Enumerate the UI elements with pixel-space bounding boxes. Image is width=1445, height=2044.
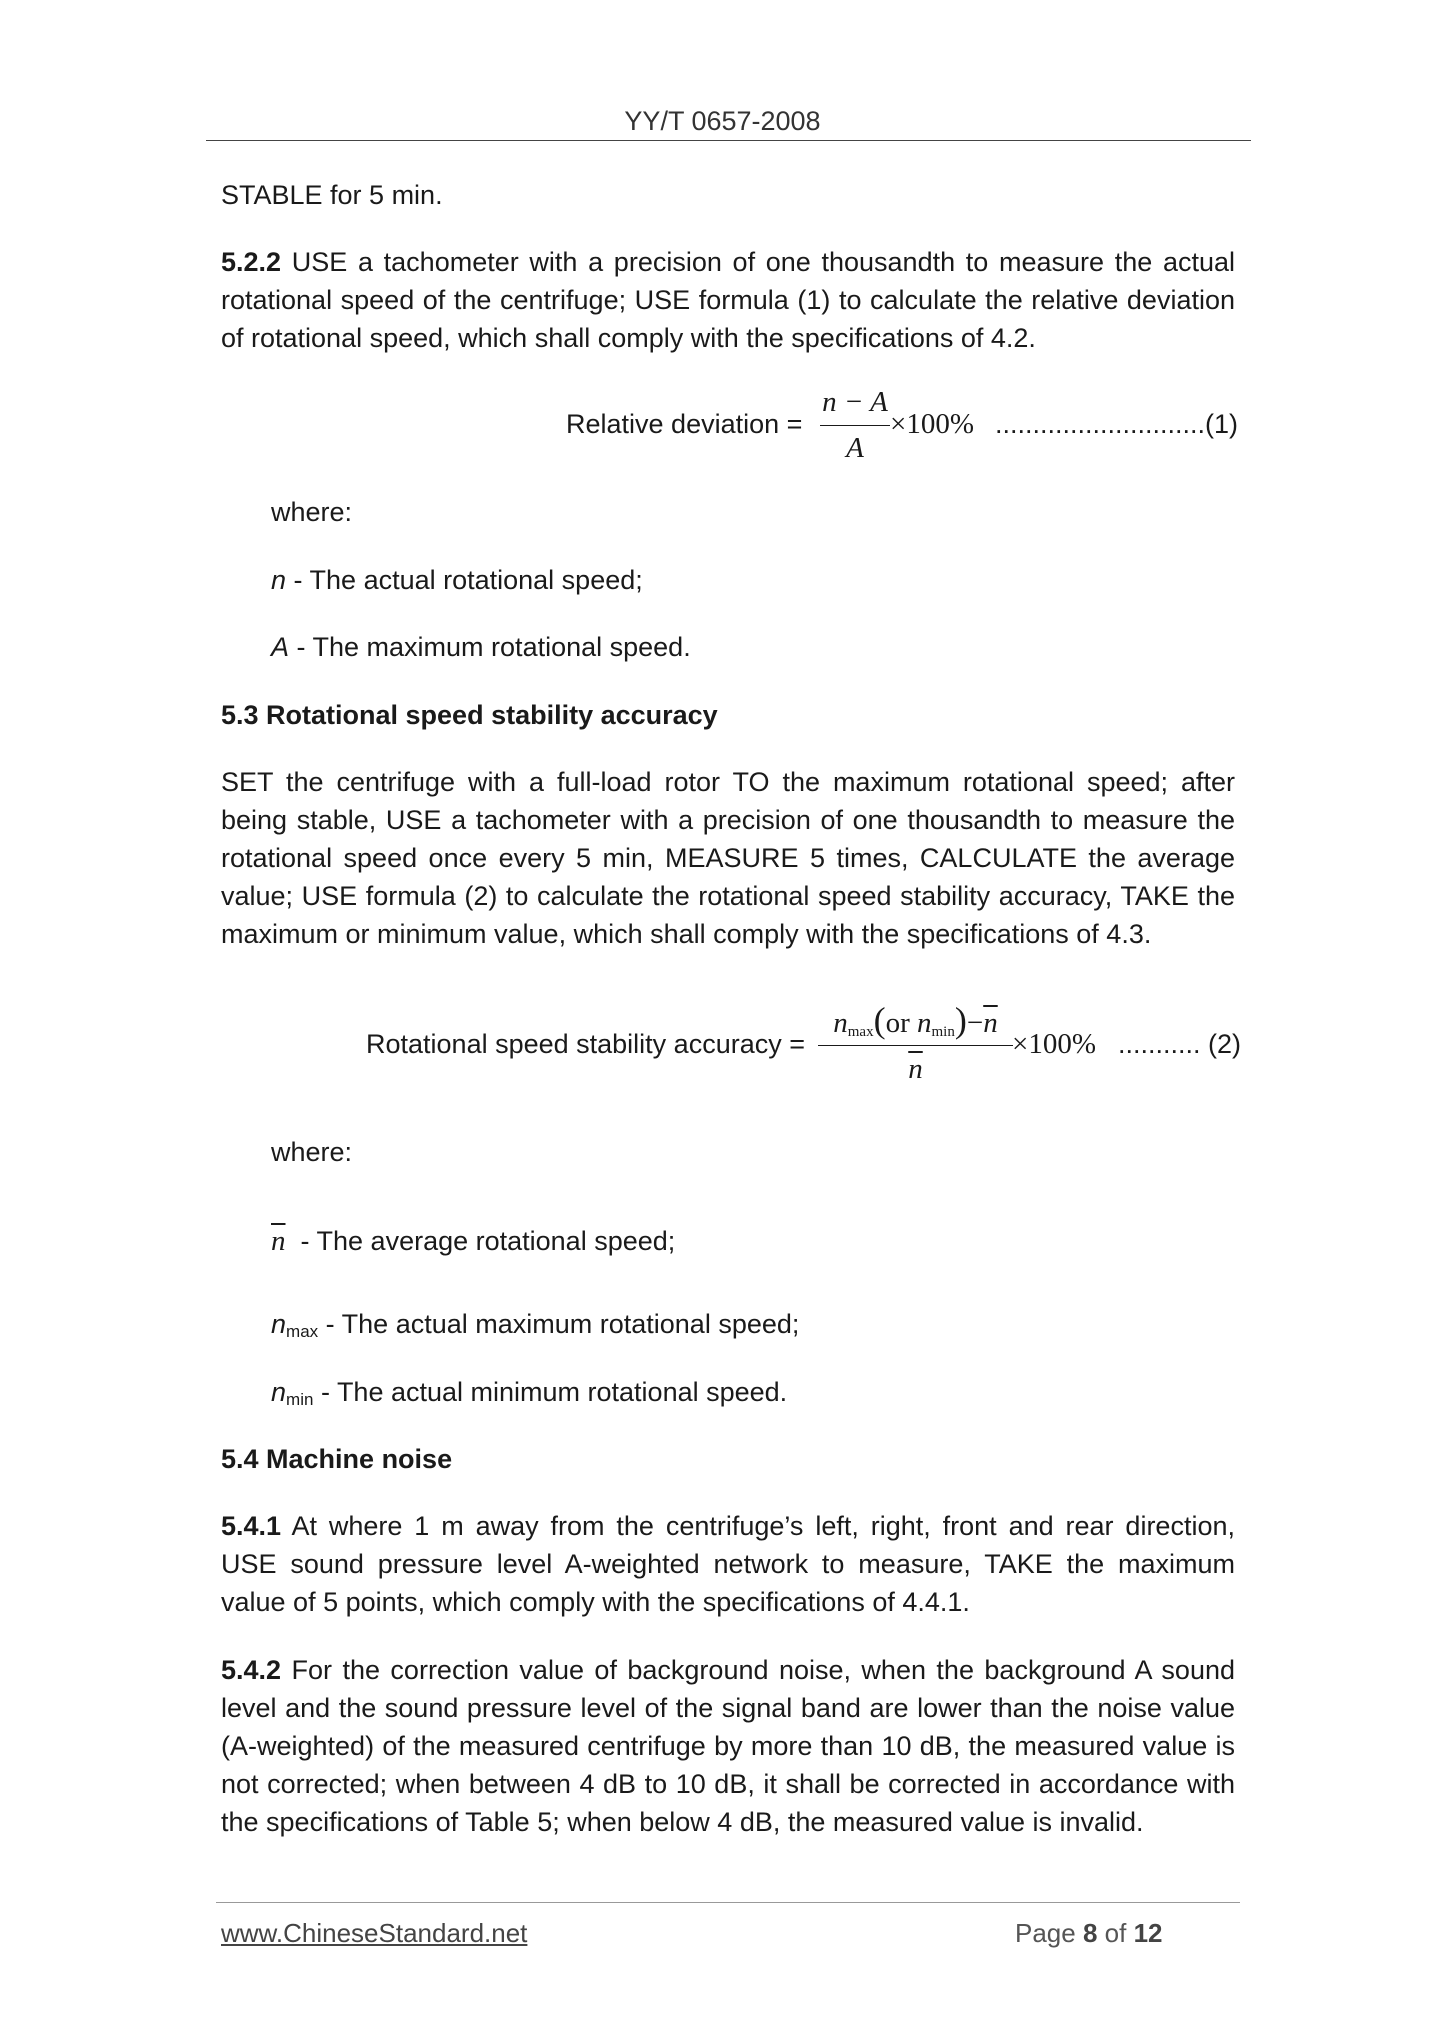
page-prefix: Page: [1015, 1918, 1083, 1948]
website-link[interactable]: www.ChineseStandard.net: [221, 1918, 528, 1948]
subscript-max: max: [286, 1322, 319, 1341]
clause-text: At where 1 m away from the centrifuge’s left, right, front and rear direction, USE sound pressure level A-weighted network to measure, TAKE the maximum value of 5 points, which comply with the specifications of 4.4.1.: [221, 1511, 1235, 1617]
symbol-n: n: [271, 565, 287, 595]
formula-1-denominator: A: [846, 432, 864, 464]
symbol-n-min: n: [271, 1377, 287, 1407]
formula-2-numerator: [818, 1000, 1013, 1040]
n-symbol: n: [833, 1007, 848, 1039]
clause-5-3-text: SET the centrifuge with a full-load rotor TO the maximum rotational speed; after being stable, USE a tachometer with a precision of one thousandth to measure the rotational speed once every 5 min, MEASURE 5 times, CALCULATE the average value; USE formula (2) to calculate the rotational speed stability accuracy, TAKE the maximum or minimum value, which shall comply with the specifications of 4.3.: [221, 767, 1235, 949]
symbol-n-max: n: [271, 1309, 287, 1339]
clause-number: 5.4.1: [221, 1511, 282, 1541]
close-paren: ): [954, 1000, 967, 1040]
page-of: of: [1097, 1918, 1134, 1948]
desc-n: - The actual rotational speed;: [286, 565, 643, 595]
document-id-header: YY/T 0657-2008: [624, 106, 821, 136]
page-indicator: [1015, 1918, 1162, 1949]
heading-5-4-text: 5.4 Machine noise: [221, 1444, 453, 1474]
minus-sign: −: [966, 1007, 984, 1039]
heading-5-3: [221, 696, 718, 734]
formula-2-label: Rotational speed stability accuracy =: [366, 1029, 805, 1059]
formula-1-numerator: n − A: [822, 386, 888, 418]
header-rule: [206, 140, 1251, 141]
formula-2-ref: ........... (2): [1118, 1029, 1242, 1059]
symbol-n-bar: $\overline{n}$: [271, 1225, 286, 1257]
formula-1-label: Relative deviation =: [566, 409, 803, 439]
page-total: 12: [1133, 1918, 1163, 1948]
where-label-2: where:: [271, 1137, 353, 1167]
footer-rule: [216, 1902, 1240, 1903]
open-paren: (: [873, 1000, 886, 1040]
where-nmax-line: [271, 1305, 799, 1351]
max-subscript: max: [847, 1024, 874, 1040]
clause-text: USE a tachometer with a precision of one thousandth to measure the actual rotational speed of the centrifuge; USE formula (1) to calculate the relative deviation of rotational speed, which shall comply with the specifications of 4.2.: [221, 247, 1235, 353]
formula-1-fraction-bar: [820, 425, 890, 426]
symbol-a: A: [271, 632, 290, 662]
heading-5-4: [221, 1440, 452, 1478]
page-number: 8: [1082, 1918, 1098, 1948]
subscript-min: min: [286, 1390, 314, 1409]
clause-text: For the correction value of background noise, when the background A sound level and the sound pressure level of the signal band are lower than the noise value (A-weighted) of the measured centrifuge by more than 10 dB, the measured value is not corrected; when between 4 dB to 10 dB, it shall be corrected in accordance with the specifications of Table 5; when below 4 dB, the measured value is invalid.: [221, 1655, 1235, 1837]
heading-5-3-text: 5.3 Rotational speed stability accuracy: [221, 700, 718, 730]
where-label-1: where:: [271, 497, 353, 527]
clause-5-4-2: [221, 1651, 1235, 1841]
formula-1-ref: ............................(1): [995, 409, 1239, 439]
min-subscript: min: [931, 1024, 955, 1040]
where-a-line: [271, 628, 691, 666]
clause-5-4-1: [221, 1507, 1235, 1621]
where-nbar-line: [271, 1222, 675, 1260]
desc-n-max: - The actual maximum rotational speed;: [318, 1309, 800, 1339]
formula-2-times: ×100%: [1012, 1028, 1097, 1060]
n-symbol: n: [917, 1007, 932, 1039]
formula-1-times: ×100%: [890, 408, 975, 440]
where-nmin-line: [271, 1373, 787, 1419]
desc-n-min: - The actual minimum rotational speed.: [313, 1377, 788, 1407]
desc-a: - The maximum rotational speed.: [289, 632, 691, 662]
clause-number: 5.2.2: [221, 247, 282, 277]
formula-2-denominator: $\overline{n}$: [908, 1053, 923, 1085]
clause-number: 5.4.2: [221, 1655, 282, 1685]
where-n-line: [271, 561, 643, 599]
desc-n-bar: - The average rotational speed;: [293, 1226, 676, 1256]
clause-5-2-2: [221, 243, 1235, 357]
n-bar-symbol: $\overline{n}$: [983, 1007, 998, 1039]
or-text: or: [885, 1007, 910, 1039]
continued-text: STABLE for 5 min.: [221, 180, 443, 210]
formula-2-fraction-bar: [818, 1045, 1013, 1046]
